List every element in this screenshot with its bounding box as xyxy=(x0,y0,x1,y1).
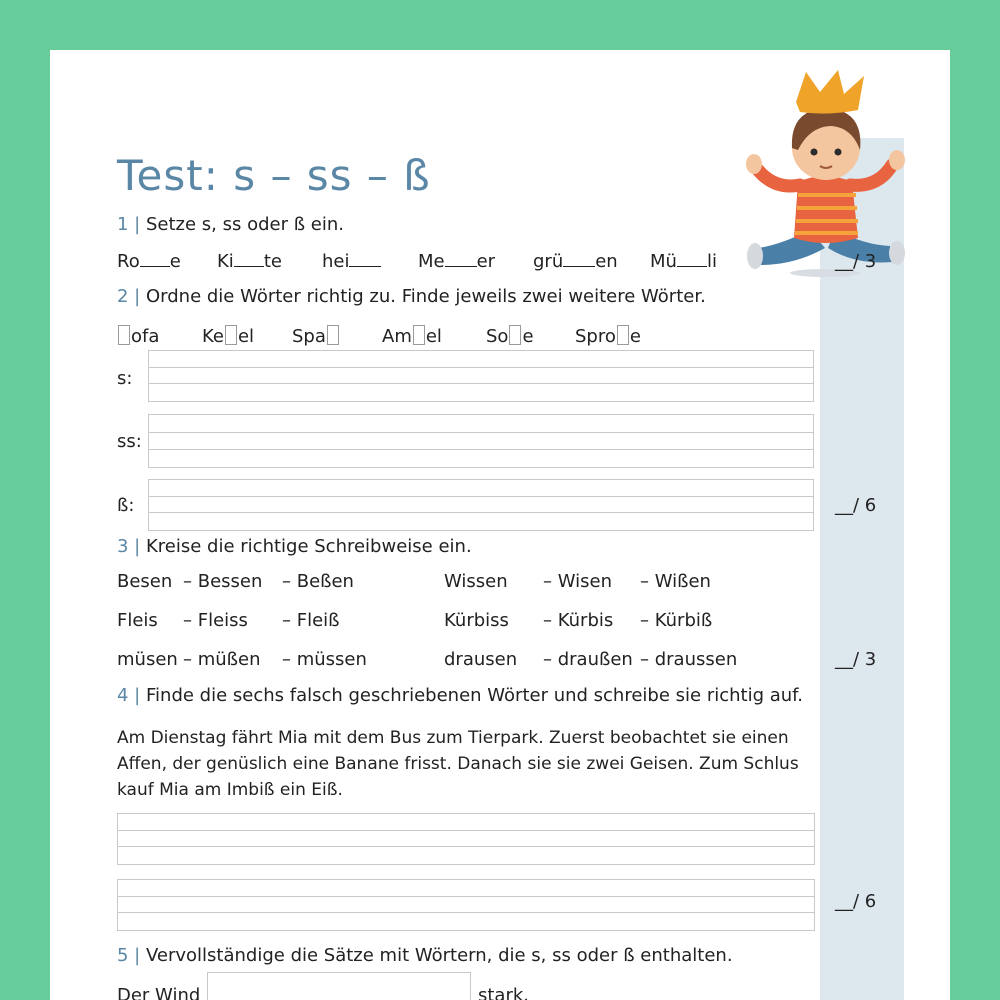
task2-word xyxy=(575,325,641,349)
word-part: e xyxy=(169,251,181,272)
task4-instruction: Finde die sechs falsch geschriebenen Wörter und schreibe sie richtig auf. xyxy=(145,685,803,706)
gap-blank[interactable] xyxy=(349,250,381,267)
letter-box[interactable] xyxy=(118,325,130,345)
task1-instruction: Setze s, ss oder ß ein. xyxy=(145,214,344,235)
task1-word xyxy=(322,250,381,274)
gap-blank[interactable] xyxy=(140,250,170,267)
word-part: Am xyxy=(382,326,412,347)
letter-box[interactable] xyxy=(617,325,629,345)
writing-lines-eszett[interactable] xyxy=(148,479,814,531)
task1-number: 1 | xyxy=(117,214,141,235)
choice-word[interactable]: – Wißen xyxy=(640,571,711,592)
choice-word[interactable]: – Wisen xyxy=(543,571,612,592)
worksheet xyxy=(50,50,950,1000)
choice-word[interactable]: – Beßen xyxy=(282,571,354,592)
word-part: Ro xyxy=(117,251,140,272)
letter-box[interactable] xyxy=(225,325,237,345)
writing-lines-task4[interactable] xyxy=(117,879,815,931)
choice-word[interactable]: – müßen xyxy=(183,649,261,670)
task4-text-line: Affen, der genüslich eine Banane frisst. Danach sie sie zwei Geisen. Zum Schlus xyxy=(117,754,799,774)
choice-word[interactable]: – draußen xyxy=(543,649,633,670)
word-part: grü xyxy=(533,251,564,272)
word-part: Spro xyxy=(575,326,616,347)
word-part: ofa xyxy=(131,326,160,347)
letter-box[interactable] xyxy=(509,325,521,345)
choice-word[interactable]: – Fleiß xyxy=(282,610,340,631)
word-part: Mü xyxy=(650,251,677,272)
task2-word xyxy=(117,325,159,349)
letter-box[interactable] xyxy=(327,325,339,345)
choice-word[interactable]: Kürbiss xyxy=(444,610,509,631)
choice-word[interactable]: – müssen xyxy=(282,649,367,670)
word-part: li xyxy=(706,251,717,272)
choice-word[interactable]: – Bessen xyxy=(183,571,263,592)
word-part: te xyxy=(263,251,282,272)
word-part: el xyxy=(425,326,442,347)
choice-word[interactable]: – Kürbis xyxy=(543,610,614,631)
word-part: hei xyxy=(322,251,350,272)
label-s: s: xyxy=(117,368,133,389)
choice-word[interactable]: Besen xyxy=(117,571,173,592)
gap-blank[interactable] xyxy=(234,250,264,267)
choice-word[interactable]: drausen xyxy=(444,649,518,670)
task1-word xyxy=(533,250,618,274)
word-part: Ke xyxy=(202,326,224,347)
writing-lines-task4[interactable] xyxy=(117,813,815,865)
task2-word xyxy=(202,325,254,349)
task4-text-line: kauf Mia am Imbiß ein Eiß. xyxy=(117,780,343,800)
task1-word xyxy=(117,250,181,274)
task1-word xyxy=(418,250,495,274)
word-part: So xyxy=(486,326,509,347)
boy-with-crown-illustration xyxy=(740,70,920,280)
word-part: Ki xyxy=(217,251,234,272)
task3-score: __/ 3 xyxy=(835,649,877,670)
task2-word xyxy=(382,325,442,349)
task5-sentence-start: Der Wind xyxy=(117,985,201,1000)
task2-number: 2 | xyxy=(117,286,141,307)
task4-number: 4 | xyxy=(117,685,141,706)
task3-number: 3 | xyxy=(117,536,141,557)
task2-word xyxy=(292,325,340,349)
task2-score: __/ 6 xyxy=(835,495,877,516)
label-ss: ss: xyxy=(117,431,142,452)
task5-instruction: Vervollständige die Sätze mit Wörtern, die s, ss oder ß enthalten. xyxy=(145,945,733,966)
gap-blank[interactable] xyxy=(445,250,477,267)
task5-sentence-end: stark. xyxy=(478,985,530,1000)
word-part: el xyxy=(237,326,255,347)
task2-heading xyxy=(117,285,706,309)
task2-instruction: Ordne die Wörter richtig zu. Finde jeweils zwei weitere Wörter. xyxy=(145,286,706,307)
choice-word[interactable]: – Fleiss xyxy=(183,610,248,631)
word-part: e xyxy=(522,326,534,347)
task4-score: __/ 6 xyxy=(835,891,877,912)
word-part: Me xyxy=(418,251,445,272)
label-eszett: ß: xyxy=(117,495,135,516)
task4-heading xyxy=(117,684,803,708)
task3-instruction: Kreise die richtige Schreibweise ein. xyxy=(145,536,472,557)
task5-number: 5 | xyxy=(117,945,141,966)
task3-heading xyxy=(117,535,472,559)
gap-blank[interactable] xyxy=(677,250,707,267)
task1-word xyxy=(650,250,717,274)
task4-text-line: Am Dienstag fährt Mia mit dem Bus zum Tierpark. Zuerst beobachtet sie einen xyxy=(117,728,789,748)
choice-word[interactable]: – draussen xyxy=(640,649,738,670)
writing-lines-ss[interactable] xyxy=(148,414,814,468)
writing-lines-s[interactable] xyxy=(148,350,814,402)
task1-score: __/ 3 xyxy=(835,251,877,272)
choice-word[interactable]: – Kürbiß xyxy=(640,610,713,631)
task1-word xyxy=(217,250,282,274)
task2-word xyxy=(486,325,534,349)
word-part: e xyxy=(629,326,641,347)
choice-word[interactable]: müsen xyxy=(117,649,178,670)
word-part: en xyxy=(595,251,618,272)
letter-box[interactable] xyxy=(413,325,425,345)
task1-heading xyxy=(117,213,344,237)
word-part: Spa xyxy=(292,326,326,347)
gap-blank[interactable] xyxy=(563,250,595,267)
word-part: er xyxy=(476,251,496,272)
task5-answer-box[interactable] xyxy=(207,972,471,1000)
task5-heading xyxy=(117,944,733,968)
page-title: Test: s – ss – ß xyxy=(117,151,431,200)
choice-word[interactable]: Fleis xyxy=(117,610,158,631)
choice-word[interactable]: Wissen xyxy=(444,571,508,592)
